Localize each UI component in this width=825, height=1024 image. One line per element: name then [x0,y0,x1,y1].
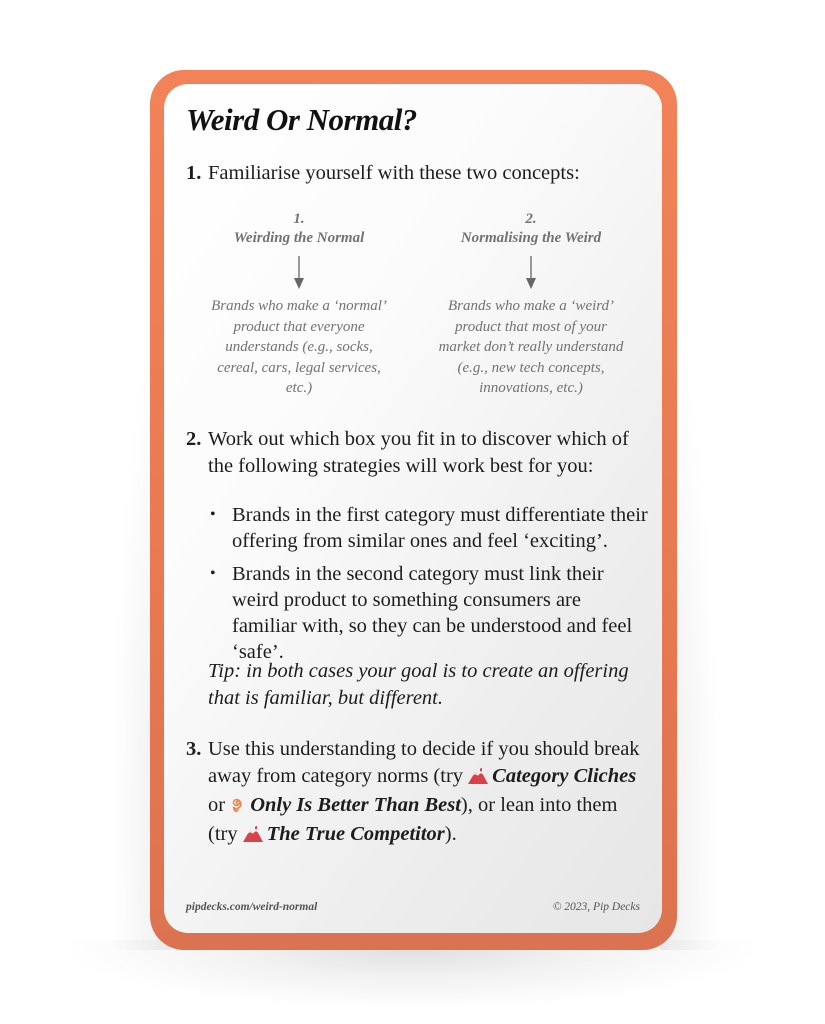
bullet-icon: • [210,506,216,523]
footer-url[interactable]: pipdecks.com/weird-normal [186,901,318,913]
step-number: 2. [186,428,202,450]
spiral-icon [230,794,246,821]
bullet-item [210,502,650,554]
concept-number: 1. [293,211,305,227]
step-number: 1. [186,162,202,184]
step-text-before: Use this understanding to decide if you should break away from category norms (try [208,738,640,787]
card-title: Weird Or Normal? [186,102,417,137]
reference-the-true-competitor[interactable]: The True Competitor [266,823,445,845]
card-panel [164,84,662,933]
arrow-down-icon [293,256,305,290]
footer-copyright: © 2023, Pip Decks [552,901,640,913]
reference-only-is-better-than-best[interactable]: Only Is Better Than Best [250,794,461,816]
step-1 [186,160,646,187]
bullet-text: Brands in the first category must differentiate their offering from similar ones and feel ‘exciting’. [232,504,648,552]
bullet-text: Brands in the second category must link their weird product to something consumers are familiar with, so they can be understood and feel ‘safe’. [232,563,633,663]
concept-description: Brands who make a ‘normal’ product that everyone understands (e.g., socks, cereal, cars, legal services, etc.) [211,298,387,396]
mountain-icon [468,765,488,792]
bullet-item [210,561,650,665]
strategy-bullet-list [210,502,650,672]
bullet-icon: • [210,565,216,582]
concept-number: 2. [525,211,537,227]
step-text: Work out which box you fit in to discover which of the following strategies will work best for you: [208,428,629,477]
step-number: 3. [186,738,202,760]
concept-description: Brands who make a ‘weird’ product that most of your market don’t really understand (e.g., new tech concepts, innovations, etc.) [438,298,624,396]
concept-normalising-the-weird [436,210,626,399]
step-2 [186,426,646,480]
arrow-down-icon [525,256,537,290]
concept-weirding-the-normal [204,210,394,399]
card-frame [150,70,677,950]
step-text-after: ). [444,823,457,845]
concepts-diagram [204,210,634,400]
step-text [208,736,646,850]
mountain-icon [243,823,263,850]
concept-name: Weirding the Normal [233,230,365,246]
step-3 [186,736,646,850]
step-text-mid: ), or lean into them (try [208,794,618,845]
step-text: Familiarise yourself with these two concepts: [208,162,580,184]
tip-text: Tip: in both cases your goal is to create an offering that is familiar, but different. [208,660,629,709]
concept-name: Normalising the Weird [460,230,602,246]
step-text-mid: or [208,794,226,816]
reference-category-cliches[interactable]: Category Cliches [492,765,637,787]
card-floor-shadow [60,940,765,1010]
